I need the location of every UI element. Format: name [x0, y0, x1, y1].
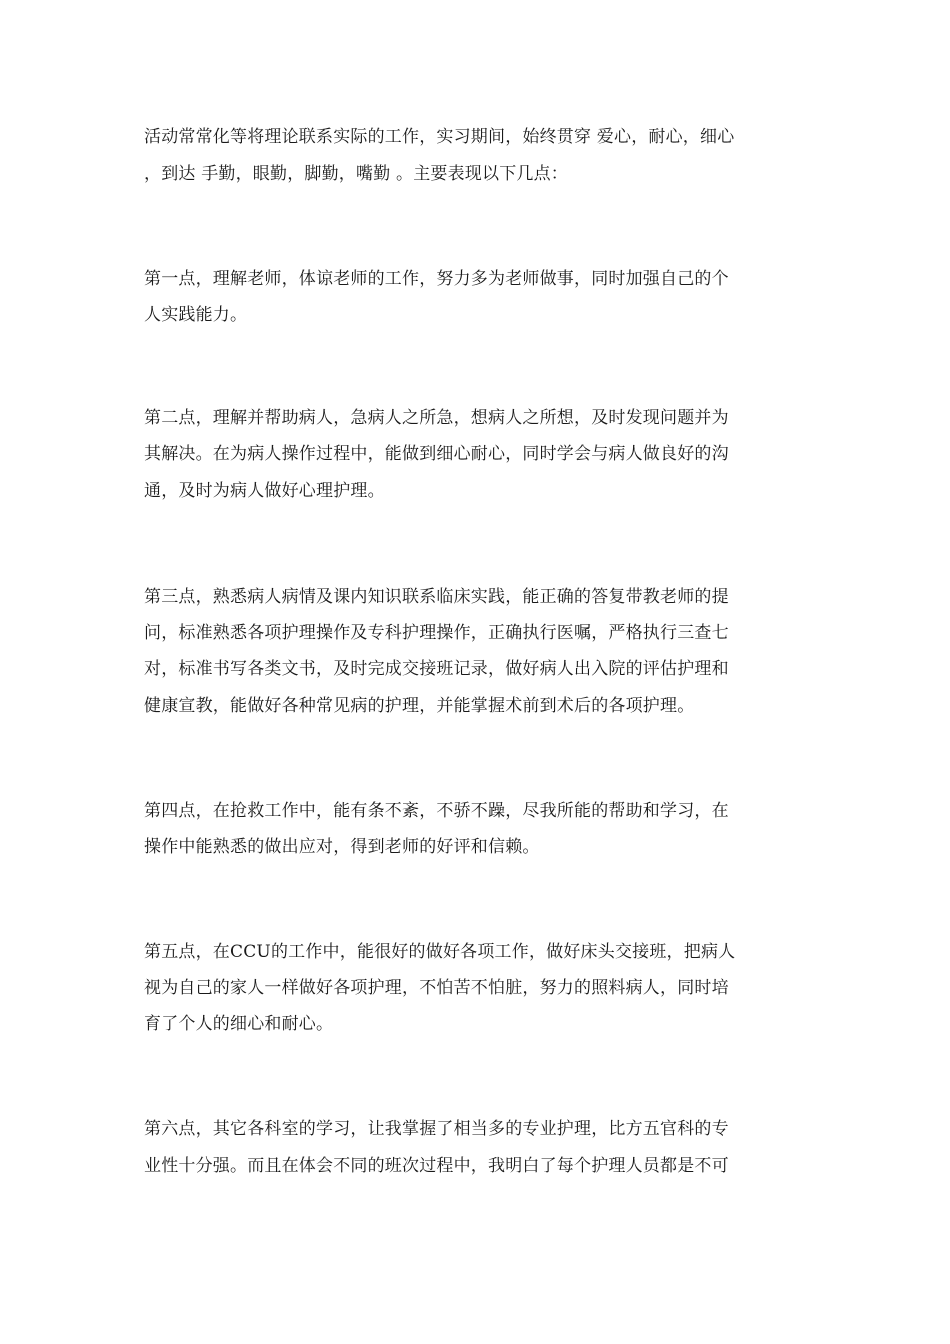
point-6-line: 业性十分强。而且在体会不同的班次过程中，我明白了每个护理人员都是不可: [144, 1156, 729, 1176]
point-1-line: 人实践能力。: [144, 305, 248, 325]
point-2-line: 第二点，理解并帮助病人，急病人之所急，想病人之所想，及时发现问题并为: [144, 408, 729, 428]
point-1-line: 第一点，理解老师，体谅老师的工作，努力多为老师做事，同时加强自己的个: [144, 269, 729, 289]
point-5-line: 视为自己的家人一样做好各项护理，不怕苦不怕脏，努力的照料病人，同时培: [144, 978, 729, 998]
point-3-line: 健康宣教，能做好各种常见病的护理，并能掌握术前到术后的各项护理。: [144, 696, 695, 716]
point-3-line: 问，标准熟悉各项护理操作及专科护理操作，正确执行医嘱，严格执行三查七: [144, 623, 729, 643]
point-3-line: 对，标准书写各类文书，及时完成交接班记录，做好病人出入院的评估护理和: [144, 659, 729, 679]
point-5-line: 育了个人的细心和耐心。: [144, 1014, 334, 1034]
intro-line: 活动常常化等将理论联系实际的工作，实习期间，始终贯穿 爱心，耐心，细心: [144, 127, 735, 147]
intro-line: ，到达 手勤，眼勤，脚勤，嘴勤 。主要表现以下几点：: [144, 164, 569, 184]
point-4-line: 第四点，在抢救工作中，能有条不紊，不骄不躁，尽我所能的帮助和学习，在: [144, 801, 729, 821]
point-6-line: 第六点，其它各科室的学习，让我掌握了相当多的专业护理，比方五官科的专: [144, 1119, 729, 1139]
point-3-line: 第三点，熟悉病人病情及课内知识联系临床实践，能正确的答复带教老师的提: [144, 587, 729, 607]
point-2-line: 其解决。在为病人操作过程中，能做到细心耐心，同时学会与病人做良好的沟: [144, 444, 729, 464]
point-4-line: 操作中能熟悉的做出应对，得到老师的好评和信赖。: [144, 837, 540, 857]
point-5-line: 第五点，在CCU的工作中，能很好的做好各项工作，做好床头交接班，把病人: [144, 942, 736, 962]
point-2-line: 通，及时为病人做好心理护理。: [144, 481, 385, 501]
